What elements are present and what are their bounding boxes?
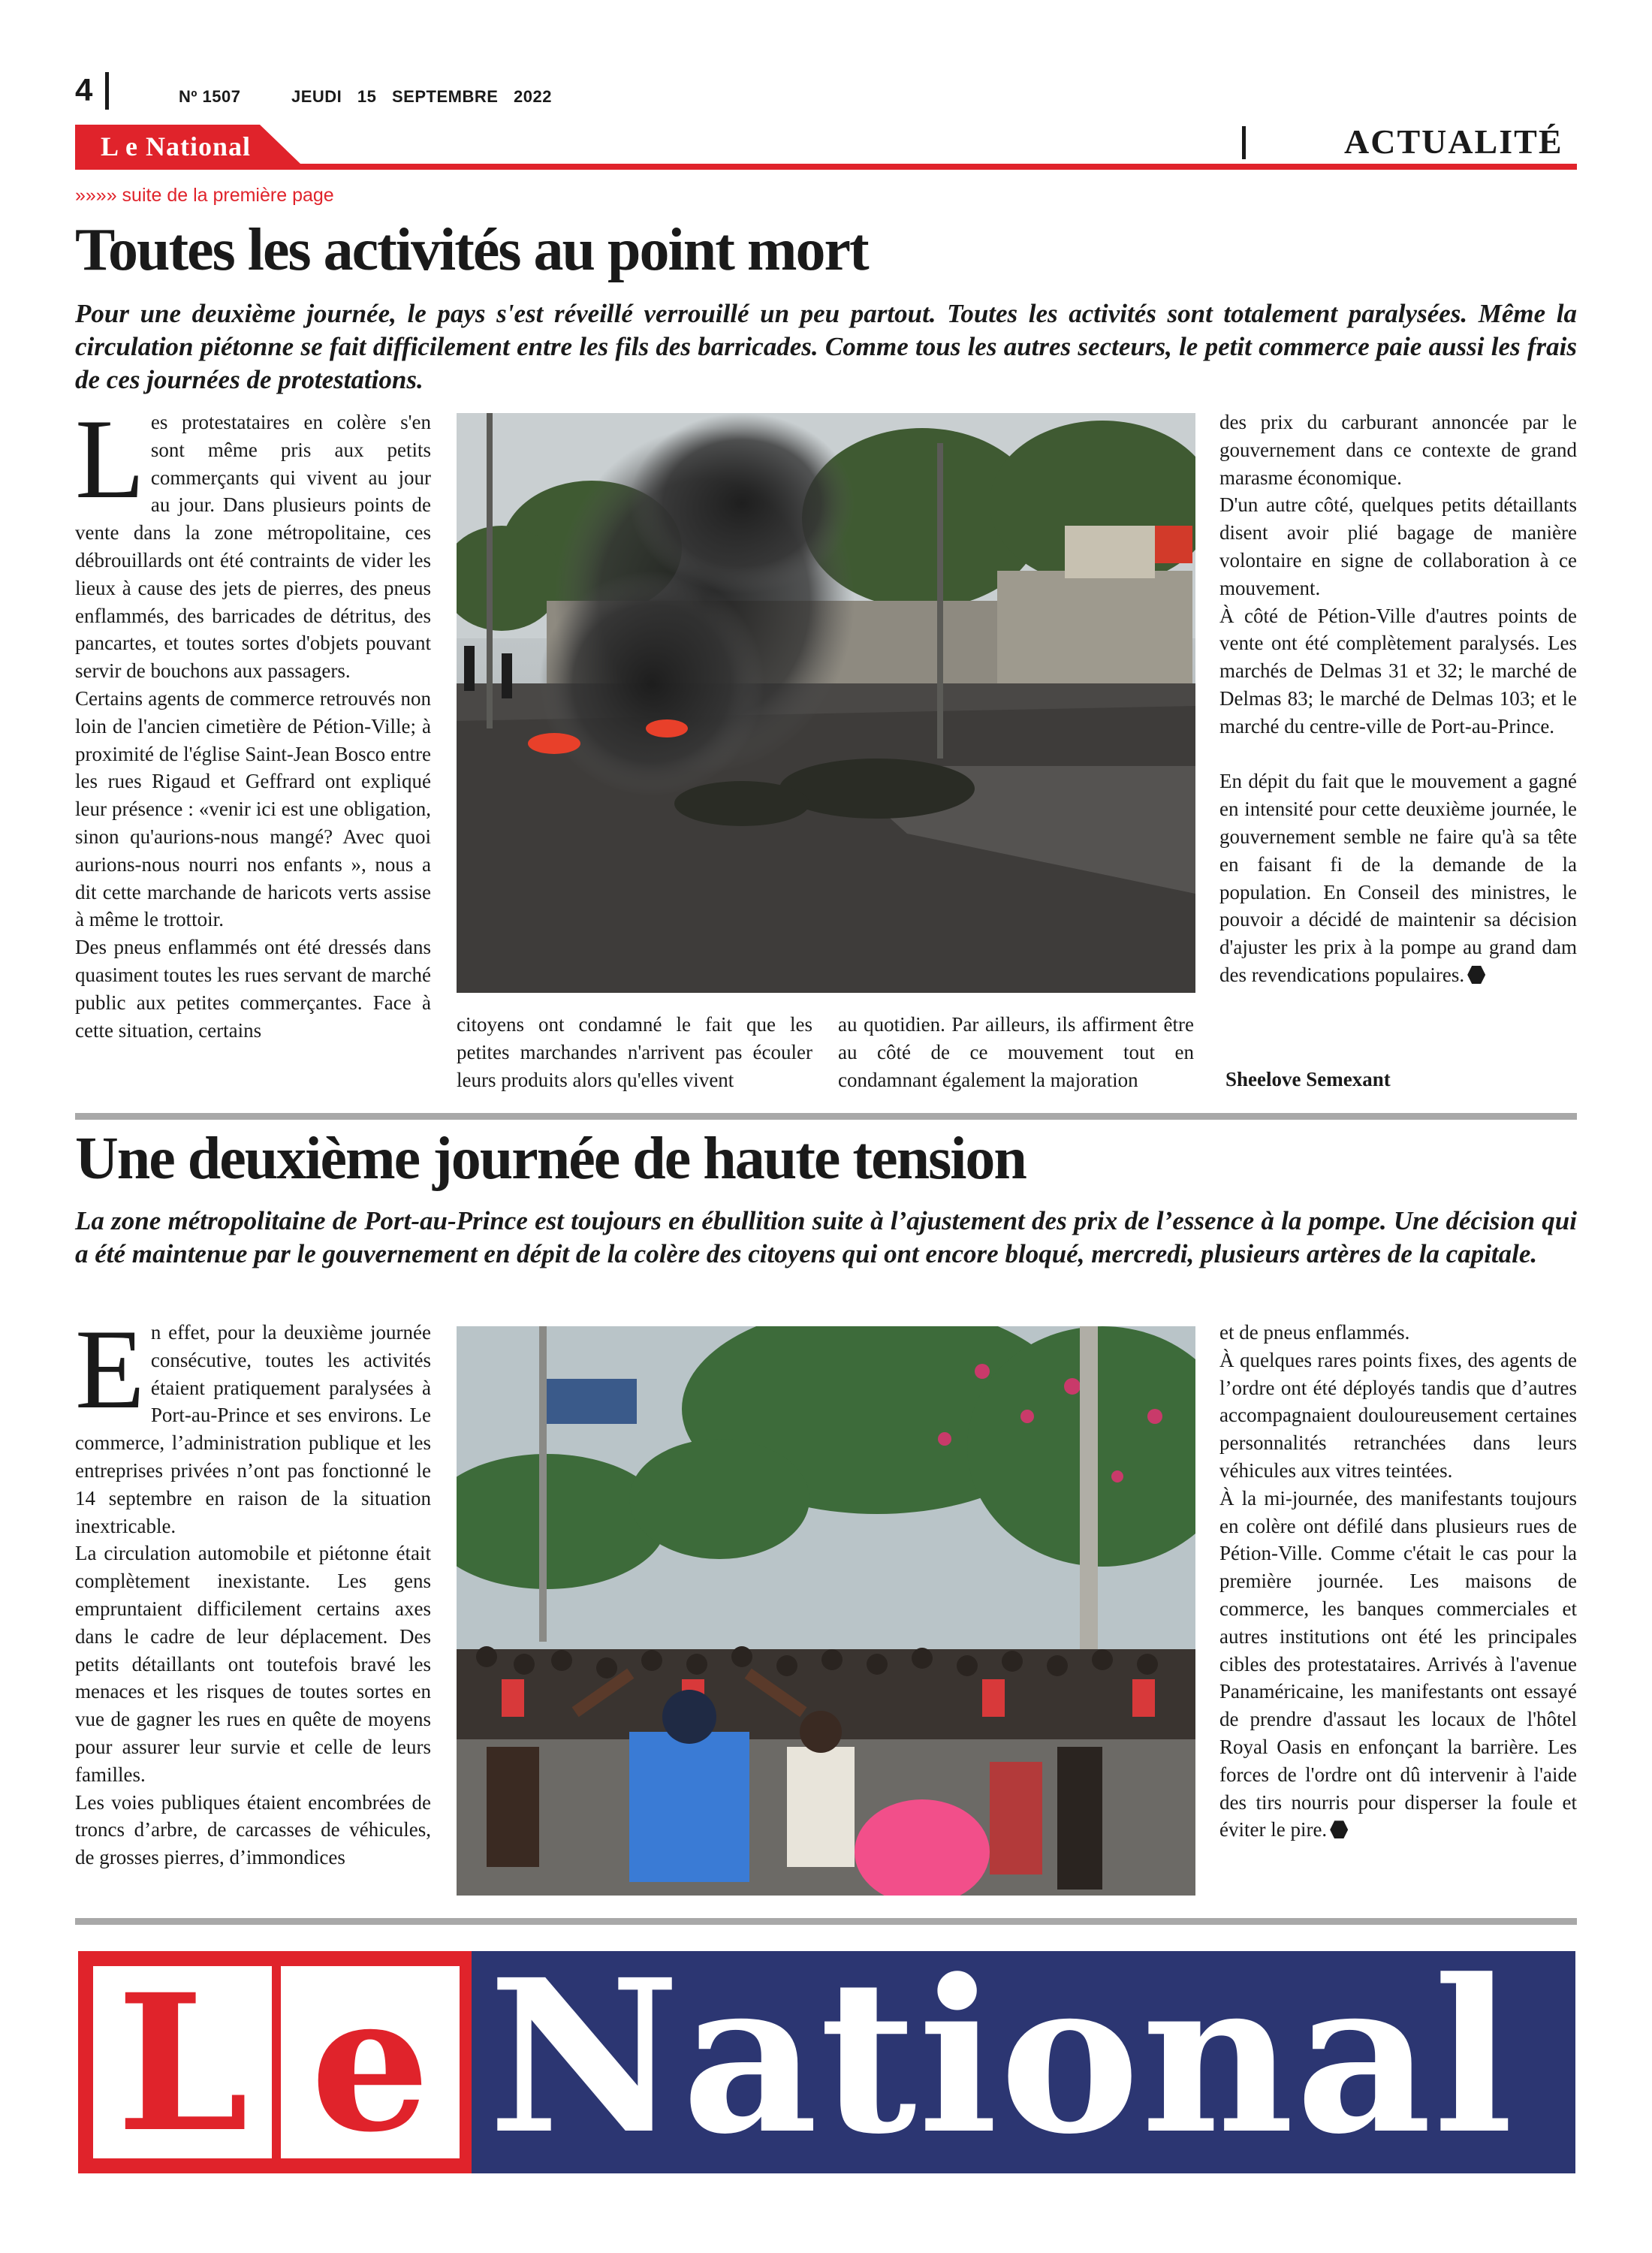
protest-crowd-image (457, 1326, 1195, 1896)
article1-final-text: En dépit du fait que le mouvement a gagné en intensité pour cette deuxième journée, le gouvernement semble ne faire qu'à sa tête en faisant fi de la demande de la population. En Conseil des ministres, le pouvoir a décidé de maintenir sa décision d'ajuster les prix à la pompe au grand dam des revendications populaires. (1219, 770, 1577, 986)
article2-paragraph: La circulation automobile et piétonne était complètement inexistante. Les gens empruntaient difficilement certains axes dans le cadre de leur déplacement. Des petits détaillants ont toutefois bravé les menaces et les risques de toutes sortes en vue de gagner les rues en quête de moyens pour assurer leur survie et celle de leurs familles. (75, 1542, 431, 1786)
end-of-article-icon (1467, 966, 1485, 984)
article2-headline: Une deuxième journée de haute tension (75, 1126, 1026, 1192)
logo-letter-l: L (116, 1953, 249, 2173)
burning-barricade-image (457, 413, 1195, 993)
brand-tag: L e National (101, 131, 252, 161)
article1-paragraph: citoyens ont condamné le fait que les petites marchandes n'arrivent pas écouler leurs produits alors qu'elles vivent (457, 1013, 812, 1091)
article1-headline: Toutes les activités au point mort (75, 217, 868, 283)
article1-paragraph: es protestataires en colère s'en sont même pris aux petits commerçants qui vivent au jour au jour. Dans plusieurs points de vente dans la zone métropolitaine, ces débrouillards ont été contraints de vider les lieux à cause des jets de pierres, des pneus enflammés, des barricades de détritus, des pancartes, et toutes sortes d'objets pouvant servir de bouchons aux passagers. (75, 411, 431, 683)
article1-paragraph: D'un autre côté, quelques petits détaillants disent avoir plié bagage de manière volontaire en signe de collaboration à ce mouvement. (1219, 493, 1577, 599)
page-number-divider (105, 72, 109, 110)
article2-photo (457, 1326, 1195, 1896)
article2-deck: La zone métropolitaine de Port-au-Prince est toujours en ébullition suite à l’ajustement des prix de l’essence à la pompe. Une décision qui a été maintenue par le gouvernement en dépit de la colère des citoyens qui ont encore bloqué, mercredi, plusieurs artères de la capitale. (75, 1206, 1577, 1268)
section-divider (1242, 126, 1246, 159)
article2-dropcap: E (75, 1319, 145, 1432)
article1-paragraph (1219, 768, 1577, 988)
article1-photo (457, 413, 1195, 993)
page-number: 4 (75, 72, 93, 107)
continuation-link[interactable]: »»»» suite de la première page (75, 185, 334, 206)
footer-divider (75, 1918, 1577, 1925)
section-title: ACTUALITÉ (1344, 122, 1563, 161)
article1-paragraph: À côté de Pétion-Ville d'autres points de vente ont été complètement paralysés. Les marchés de Delmas 31 et 32; le marché de Delmas 83; le marché de Delmas 103; et le marché du centre-ville de Port-au-Prince. (1219, 604, 1577, 737)
article1-column-4 (1219, 409, 1577, 1039)
article2-paragraph: n effet, pour la deuxième journée consécutive, toutes les activités étaient pratiquement paralysées à Port-au-Prince et ses environs. Le commerce, l’administration publique et les entreprises privées n’ont pas fonctionné le 14 septembre en raison de la situation inextricable. (75, 1321, 431, 1537)
article2-paragraph: Les voies publiques étaient encombrées de troncs d’arbre, de carcasses de véhicules, de grosses pierres, d’immondices (75, 1790, 431, 1869)
article1-paragraph: des prix du carburant annoncée par le gouvernement dans ce contexte de grand marasme économique. (1219, 411, 1577, 489)
article1-paragraph: Des pneus enflammés ont été dressés dans quasiment toutes les rues servant de marché public aux petites commerçantes. Face à cette situation, certains (75, 936, 431, 1042)
issue-date: JEUDI 15 SEPTEMBRE 2022 (291, 87, 552, 106)
article1-author: Sheelove Semexant (1225, 1068, 1391, 1090)
article2-paragraph (1219, 1485, 1577, 1844)
issue-number: Nº 1507 (179, 87, 241, 106)
article1-dropcap: L (75, 409, 145, 522)
article1-deck: Pour une deuxième journée, le pays s'est réveillé verrouillé un peu partout. Toutes les activités sont totalement paralysées. Même la circulation piétonne se fait difficilement entre les fils des barricades. Comme tous les autres secteurs, le petit commerce paie aussi les frais de ces journées de protestations. (75, 299, 1577, 394)
end-of-article-icon (1330, 1820, 1348, 1838)
article1-column-2 (457, 1011, 812, 1101)
article1-paragraph: au quotidien. Par ailleurs, ils affirment être au côté de ce mouvement tout en condamnant également la majoration (838, 1013, 1194, 1091)
article2-column-1 (75, 1319, 431, 1905)
header-red-rule (75, 164, 1577, 170)
article2-column-4 (1219, 1319, 1577, 1905)
article2-paragraph: À quelques rares points fixes, des agents de l’ordre ont été déployés tandis que d’autres accompagnaient douloureusement certaines personnalités retranchées dans leurs véhicules aux vitres teintées. (1219, 1348, 1577, 1482)
article1-column-3 (838, 1011, 1194, 1101)
article1-paragraph: Certains agents de commerce retrouvés non loin de l'ancien cimetière de Pétion-Ville; à proximité de l'église Saint-Jean Bosco entre les rues Rigaud et Geffrard ont expliqué leur présence : «venir ici est une obligation, sinon qu'aurions-nous mangé? Avec quoi aurions-nous nourri nos enfants », nous a dit cette marchande de haricots verts assise à même le trottoir. (75, 686, 431, 931)
article-divider (75, 1113, 1577, 1120)
logo-letter-e: e (310, 1953, 430, 2173)
article1-column-1 (75, 409, 431, 1099)
logo-word-national: National (488, 1934, 1515, 2181)
paragraph-spacer (1219, 740, 1577, 768)
article2-paragraph: et de pneus enflammés. (1219, 1321, 1410, 1344)
article2-final-text: À la mi-journée, des manifestants toujours en colère ont défilé dans plusieurs rues de Pétion-Ville. Comme c'était le cas pour la première journée. Les maisons de commerce, les banques commerciales et autres institutions ont été les principales cibles des protestataires. Arrivés à l'avenue Panaméricaine, les manifestants ont essayé de prendre d'assaut les locaux de l'hôtel Royal Oasis en enfonçant la barrière. Les forces de l'ordre ont dû intervenir à l'aide des tirs nourris pour disperser la foule et éviter le pire. (1219, 1486, 1577, 1841)
